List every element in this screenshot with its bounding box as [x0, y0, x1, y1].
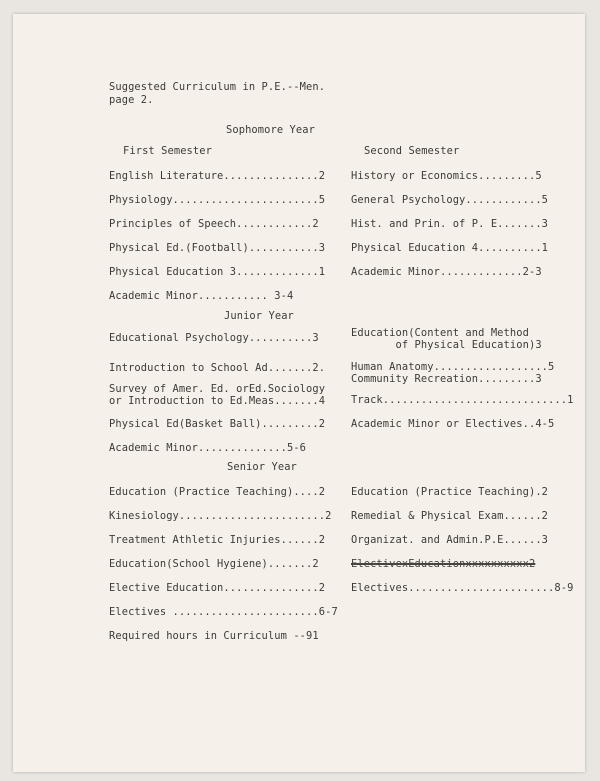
course-entry: General Psychology............5 — [351, 194, 549, 206]
course-entry: Kinesiology.......................2 — [109, 510, 332, 522]
struck-out-entry: ElectivexEducationxxxxxxxxxx2 — [351, 558, 536, 570]
course-entry: History or Economics.........5 — [351, 170, 542, 182]
course-entry: English Literature...............2 — [109, 170, 326, 182]
document-page — [13, 14, 585, 772]
first-semester-heading: First Semester — [123, 145, 212, 157]
course-entry: Track.............................1 — [351, 394, 574, 406]
course-entry: Physical Ed.(Football)...........3 — [109, 242, 326, 254]
course-entry: Principles of Speech............2 — [109, 218, 319, 230]
doc-title: Suggested Curriculum in P.E.--Men. — [109, 81, 326, 93]
course-entry: Introduction to School Ad.......2. — [109, 362, 326, 374]
course-entry: Physical Education 3.............1 — [109, 266, 326, 278]
course-entry: Organizat. and Admin.P.E......3 — [351, 534, 549, 546]
course-entry: Education (Practice Teaching).2 — [351, 486, 549, 498]
course-entry: Educational Psychology..........3 — [109, 332, 319, 344]
course-entry: Education(School Hygiene).......2 — [109, 558, 319, 570]
course-entry: Hist. and Prin. of P. E.......3 — [351, 218, 549, 230]
course-entry: Treatment Athletic Injuries......2 — [109, 534, 326, 546]
course-entry: Education (Practice Teaching)....2 — [109, 486, 326, 498]
course-entry: Academic Minor.............2-3 — [351, 266, 542, 278]
second-semester-heading: Second Semester — [364, 145, 460, 157]
junior-year-heading: Junior Year — [224, 310, 294, 322]
sophomore-year-heading: Sophomore Year — [226, 124, 315, 136]
course-entry: Education(Content and Method of Physical Education)3 — [351, 327, 542, 351]
course-entry: Remedial & Physical Exam......2 — [351, 510, 549, 522]
course-entry: Academic Minor..............5-6 — [109, 442, 307, 454]
course-entry: Physiology.......................5 — [109, 194, 326, 206]
course-entry: Human Anatomy..................5 Community Recreation.........3 — [351, 361, 555, 385]
course-entry: Electives.......................8-9 — [351, 582, 574, 594]
course-entry: Electives .......................6-7 — [109, 606, 338, 618]
course-entry: Survey of Amer. Ed. orEd.Sociology or Introduction to Ed.Meas.......4 — [109, 383, 326, 407]
required-hours-total: Required hours in Curriculum --91 — [109, 630, 319, 642]
course-entry: Elective Education...............2 — [109, 582, 326, 594]
course-entry: Academic Minor........... 3-4 — [109, 290, 294, 302]
page-number: page 2. — [109, 94, 154, 106]
course-entry: Physical Ed(Basket Ball).........2 — [109, 418, 326, 430]
senior-year-heading: Senior Year — [227, 461, 297, 473]
course-entry: Physical Education 4..........1 — [351, 242, 549, 254]
course-entry: Academic Minor or Electives..4-5 — [351, 418, 555, 430]
